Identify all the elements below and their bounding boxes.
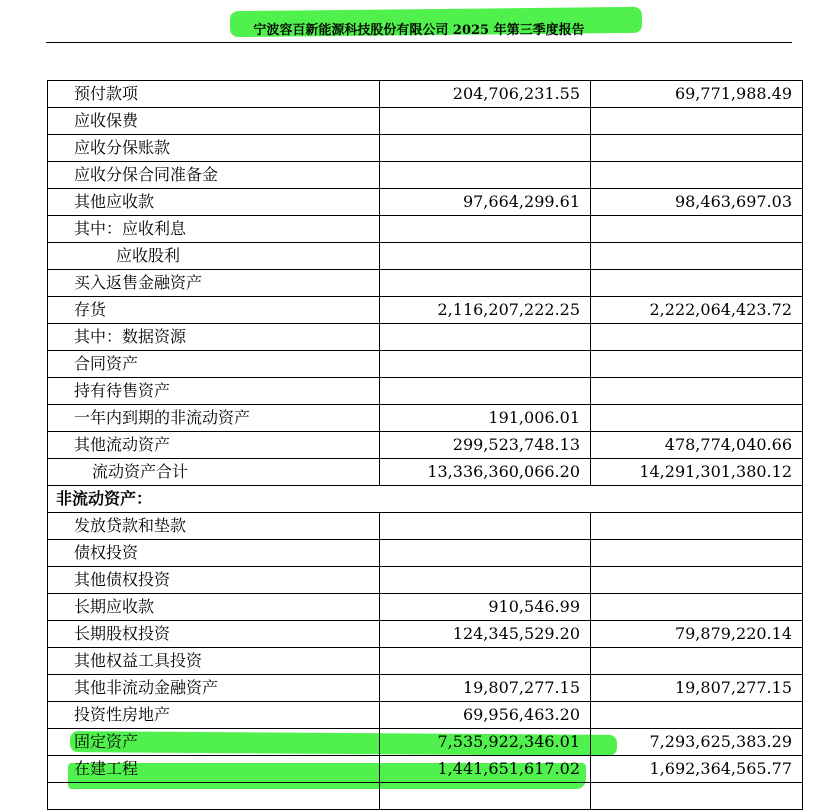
previous-value: 79,879,220.14 [591, 621, 803, 648]
row-label: 持有待售资产 [48, 378, 380, 405]
table-row [48, 540, 803, 567]
row-label: 其他非流动金融资产 [48, 675, 380, 702]
row-label: 在建工程 [48, 756, 380, 783]
table-row [48, 216, 803, 243]
previous-value [591, 567, 803, 594]
current-value [380, 324, 591, 351]
table-row [48, 135, 803, 162]
table-row [48, 162, 803, 189]
row-label: 其他债权投资 [48, 567, 380, 594]
table-row [48, 567, 803, 594]
current-value [380, 540, 591, 567]
current-value [380, 648, 591, 675]
previous-value [591, 108, 803, 135]
current-value: 7,535,922,346.01 [380, 729, 591, 756]
current-value: 124,345,529.20 [380, 621, 591, 648]
current-value [380, 513, 591, 540]
current-value [380, 783, 591, 810]
row-label: 其他权益工具投资 [48, 648, 380, 675]
previous-value: 2,222,064,423.72 [591, 297, 803, 324]
current-value: 204,706,231.55 [380, 81, 591, 108]
table-row [48, 783, 803, 810]
table-row [48, 459, 803, 486]
row-label: 流动资产合计 [48, 459, 380, 486]
table-row [48, 702, 803, 729]
previous-value [591, 135, 803, 162]
table-row [48, 621, 803, 648]
table-row [48, 351, 803, 378]
previous-value [591, 324, 803, 351]
row-label: 合同资产 [48, 351, 380, 378]
table-row [48, 297, 803, 324]
current-value [380, 243, 591, 270]
previous-value [591, 405, 803, 432]
table-row [48, 378, 803, 405]
row-label: 买入返售金融资产 [48, 270, 380, 297]
row-label: 长期股权投资 [48, 621, 380, 648]
current-value [380, 567, 591, 594]
current-value: 97,664,299.61 [380, 189, 591, 216]
current-value [380, 270, 591, 297]
current-value: 19,807,277.15 [380, 675, 591, 702]
table-row [48, 189, 803, 216]
row-label: 发放贷款和垫款 [48, 513, 380, 540]
current-value: 69,956,463.20 [380, 702, 591, 729]
previous-value: 1,692,364,565.77 [591, 756, 803, 783]
previous-value: 19,807,277.15 [591, 675, 803, 702]
current-value [380, 378, 591, 405]
row-label: 长期应收款 [48, 594, 380, 621]
table-row [48, 675, 803, 702]
row-label: 其他应收款 [48, 189, 380, 216]
table-row [48, 324, 803, 351]
previous-value [591, 351, 803, 378]
previous-value [591, 702, 803, 729]
current-value [380, 108, 591, 135]
table-row [48, 756, 803, 783]
previous-value: 98,463,697.03 [591, 189, 803, 216]
row-label: 应收分保合同准备金 [48, 162, 380, 189]
table-row [48, 513, 803, 540]
table-row [48, 648, 803, 675]
balance-sheet-table [47, 80, 803, 810]
current-value: 2,116,207,222.25 [380, 297, 591, 324]
row-label: 应收股利 [48, 243, 380, 270]
current-value: 191,006.01 [380, 405, 591, 432]
row-label: 其中：应收利息 [48, 216, 380, 243]
current-value [380, 351, 591, 378]
current-value: 910,546.99 [380, 594, 591, 621]
previous-value: 14,291,301,380.12 [591, 459, 803, 486]
current-value [380, 162, 591, 189]
previous-value [591, 378, 803, 405]
row-label: 一年内到期的非流动资产 [48, 405, 380, 432]
previous-value: 7,293,625,383.29 [591, 729, 803, 756]
previous-value [591, 648, 803, 675]
current-value [380, 135, 591, 162]
row-label: 投资性房地产 [48, 702, 380, 729]
section-header-row [48, 486, 803, 513]
row-label: 债权投资 [48, 540, 380, 567]
previous-value [591, 783, 803, 810]
current-value: 1,441,651,617.02 [380, 756, 591, 783]
table-row [48, 594, 803, 621]
row-label: 应收分保账款 [48, 135, 380, 162]
previous-value [591, 513, 803, 540]
previous-value [591, 243, 803, 270]
previous-value [591, 594, 803, 621]
row-label: 存货 [48, 297, 380, 324]
previous-value [591, 162, 803, 189]
row-label: 固定资产 [48, 729, 380, 756]
table-row [48, 81, 803, 108]
row-label: 其中：数据资源 [48, 324, 380, 351]
current-value: 299,523,748.13 [380, 432, 591, 459]
row-label: 应收保费 [48, 108, 380, 135]
table-row [48, 108, 803, 135]
table-row [48, 270, 803, 297]
row-label: 预付款项 [48, 81, 380, 108]
section-title: 非流动资产： [48, 486, 803, 513]
previous-value [591, 270, 803, 297]
previous-value: 478,774,040.66 [591, 432, 803, 459]
previous-value: 69,771,988.49 [591, 81, 803, 108]
table-row [48, 729, 803, 756]
table-row [48, 405, 803, 432]
table-row [48, 432, 803, 459]
report-header: 宁波容百新能源科技股份有限公司 2025 年第三季度报告 [46, 20, 792, 43]
previous-value [591, 540, 803, 567]
previous-value [591, 216, 803, 243]
current-value: 13,336,360,066.20 [380, 459, 591, 486]
row-label: 其他流动资产 [48, 432, 380, 459]
row-label [48, 783, 380, 810]
current-value [380, 216, 591, 243]
table-row [48, 243, 803, 270]
